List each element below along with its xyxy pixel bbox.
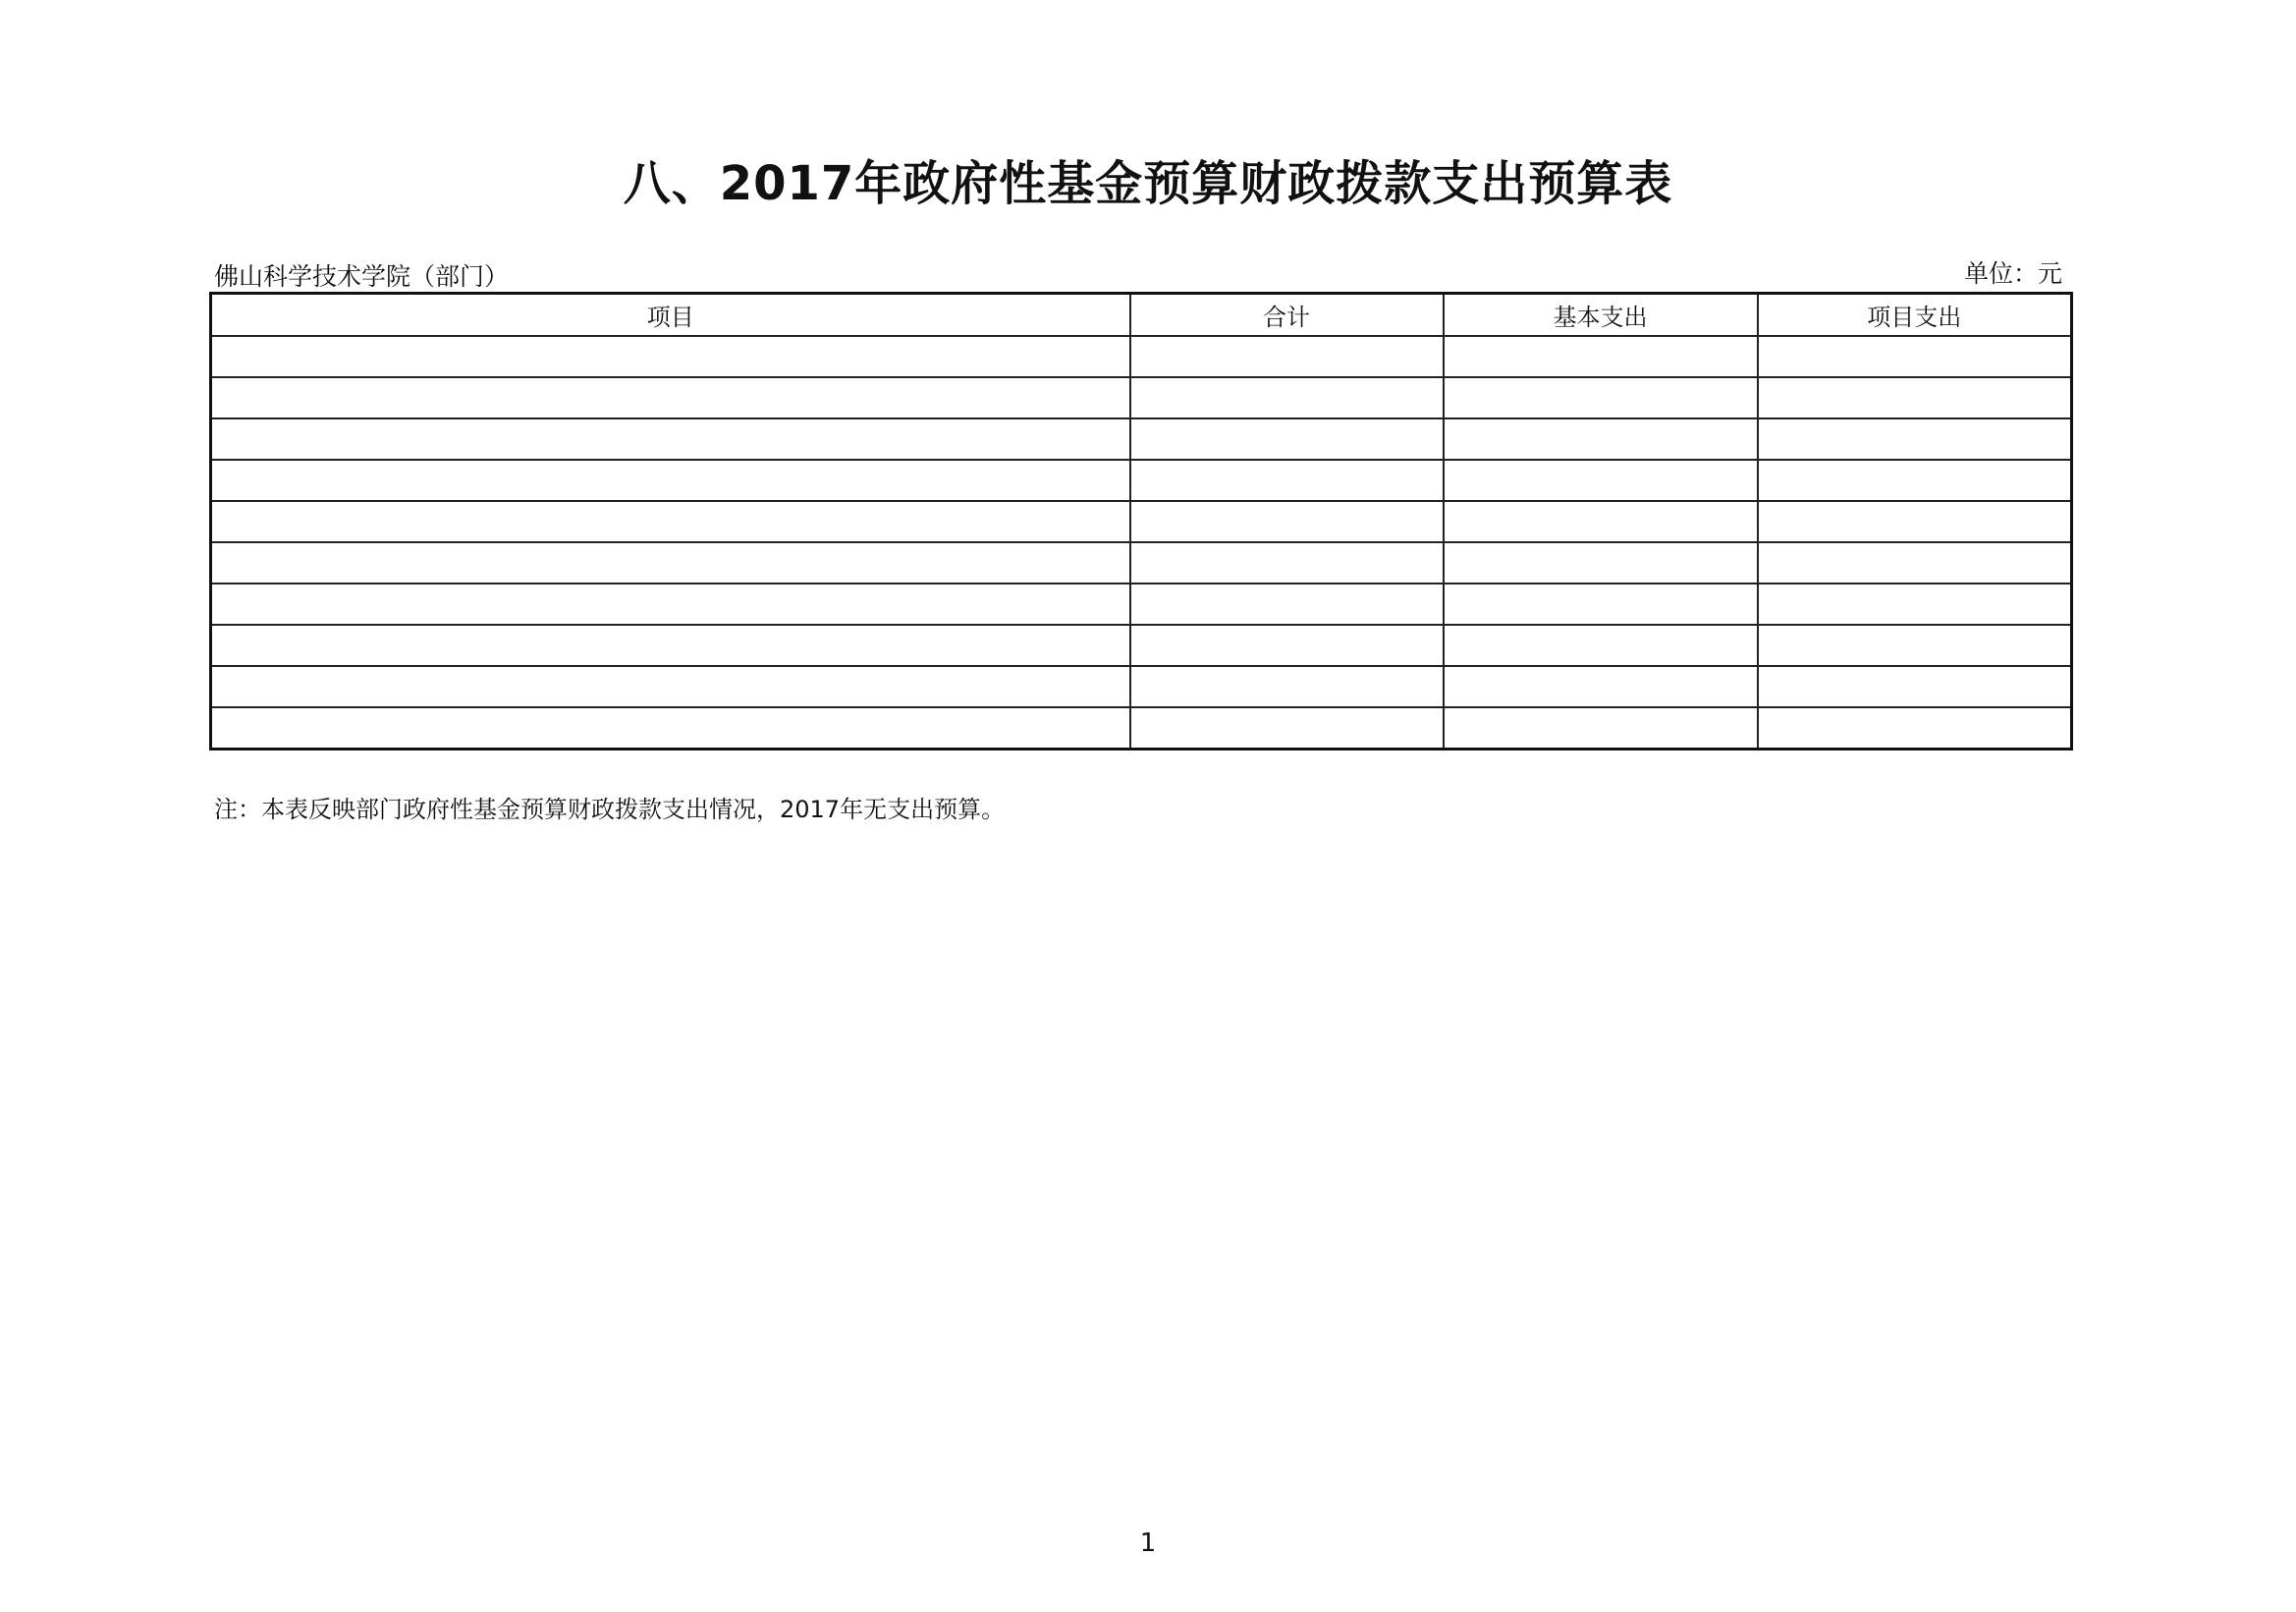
table-cell — [211, 418, 1130, 460]
table-cell — [1444, 707, 1758, 750]
header-basic-expenditure: 基本支出 — [1444, 294, 1758, 337]
table-cell — [1130, 418, 1444, 460]
table-row — [211, 666, 2072, 707]
table-row — [211, 336, 2072, 377]
header-project-expenditure: 项目支出 — [1758, 294, 2072, 337]
table-note: 注：本表反映部门政府性基金预算财政拨款支出情况，2017年无支出预算。 — [214, 796, 1006, 823]
table-cell — [1758, 377, 2072, 418]
table-cell — [1444, 418, 1758, 460]
table-row — [211, 584, 2072, 625]
table-row — [211, 625, 2072, 666]
table-cell — [1444, 584, 1758, 625]
table-cell — [211, 584, 1130, 625]
table-row — [211, 501, 2072, 542]
table-cell — [1130, 625, 1444, 666]
table-cell — [1130, 460, 1444, 501]
table-cell — [1758, 584, 2072, 625]
unit-label: 单位：元 — [1963, 259, 2062, 288]
table-cell — [1758, 542, 2072, 584]
table-cell — [1758, 666, 2072, 707]
header-total: 合计 — [1130, 294, 1444, 337]
table-cell — [211, 625, 1130, 666]
table-cell — [1130, 584, 1444, 625]
table-cell — [1444, 336, 1758, 377]
table-cell — [1758, 418, 2072, 460]
table-cell — [1444, 460, 1758, 501]
department-label: 佛山科学技术学院（部门） — [214, 262, 510, 291]
table-header-row — [211, 294, 2072, 337]
page-title: 八、2017年政府性基金预算财政拨款支出预算表 — [623, 156, 1673, 211]
table-cell — [1758, 625, 2072, 666]
table-cell — [211, 666, 1130, 707]
table-cell — [1444, 542, 1758, 584]
table-cell — [211, 377, 1130, 418]
table-cell — [211, 707, 1130, 750]
table-cell — [1130, 542, 1444, 584]
table-cell — [1130, 666, 1444, 707]
table-cell — [1130, 336, 1444, 377]
table-cell — [1758, 707, 2072, 750]
page-number: 1 — [1139, 1529, 1157, 1558]
table-cell — [211, 460, 1130, 501]
table-cell — [1758, 336, 2072, 377]
table-row — [211, 377, 2072, 418]
table-row — [211, 707, 2072, 750]
table-cell — [1130, 707, 1444, 750]
table-row — [211, 542, 2072, 584]
table-cell — [1130, 501, 1444, 542]
table-row — [211, 460, 2072, 501]
table-cell — [211, 542, 1130, 584]
table-row — [211, 418, 2072, 460]
table-body — [211, 336, 2072, 750]
table-cell — [211, 501, 1130, 542]
budget-table — [209, 292, 2073, 750]
table-cell — [1444, 666, 1758, 707]
table-cell — [1444, 501, 1758, 542]
table-cell — [1758, 501, 2072, 542]
header-item: 项目 — [211, 294, 1130, 337]
table-cell — [1758, 460, 2072, 501]
table-cell — [211, 336, 1130, 377]
table-cell — [1444, 625, 1758, 666]
table-cell — [1130, 377, 1444, 418]
table-cell — [1444, 377, 1758, 418]
